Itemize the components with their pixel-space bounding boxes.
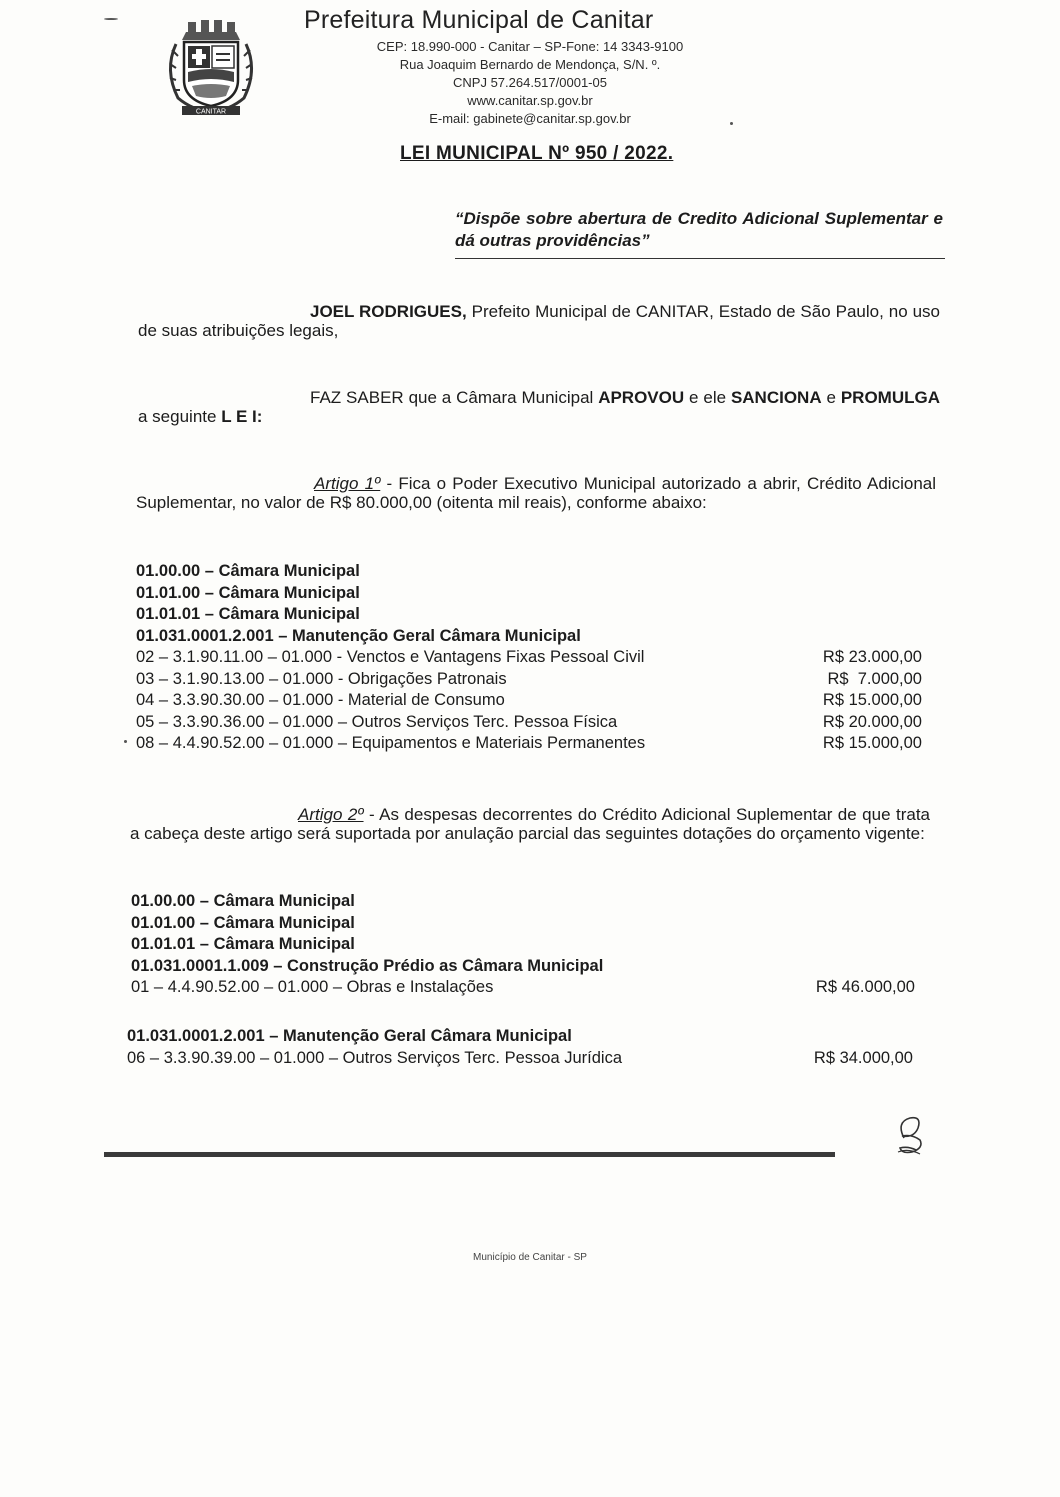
budget-item-desc: 02 – 3.1.90.11.00 – 01.000 - Venctos e Vantagens Fixas Pessoal Civil — [136, 648, 645, 666]
budget-item-desc: 03 – 3.1.90.13.00 – 01.000 - Obrigações Patronais — [136, 669, 507, 688]
budget-item-row — [136, 647, 922, 669]
article-1-text: - Fica o Poder Executivo Municipal autorizado a abrir, Crédito Adicional Suplementar, no valor de R$ 80.000,00 (oitenta mil reais), conforme abaixo: — [136, 474, 937, 512]
footer-divider — [104, 1152, 835, 1157]
budget-item-amount: R$ 23.000,00 — [822, 648, 922, 666]
article-2-paragraph — [130, 805, 930, 843]
sanciona: SANCIONA — [730, 388, 822, 407]
budget-item-amount: R$ 46.000,00 — [815, 978, 915, 996]
budget-item-row — [136, 690, 922, 712]
contact-cnpj: CNPJ 57.264.517/0001-05 — [453, 75, 607, 90]
contact-website: www.canitar.sp.gov.br — [467, 93, 593, 108]
footer-text: Município de Canitar - SP — [473, 1252, 587, 1263]
budget-heading: 01.01.01 – Câmara Municipal — [131, 935, 355, 953]
enactment-paragraph — [138, 388, 940, 426]
contact-address: Rua Joaquim Bernardo de Mendonça, S/N. º. — [399, 57, 661, 72]
budget-item-amount: R$ 20.000,00 — [822, 712, 922, 731]
budget-item-desc: 05 – 3.3.90.36.00 – 01.000 – Outros Serviços Terc. Pessoa Física — [136, 712, 618, 731]
crest-label: CANITAR — [195, 108, 227, 116]
signature-initials — [890, 1112, 930, 1158]
article-1-label: Artigo 1º — [314, 474, 381, 493]
budget-item-row — [127, 1048, 913, 1070]
budget-item-row — [136, 733, 922, 755]
intro-paragraph — [138, 302, 940, 340]
contact-email: E-mail: gabinete@canitar.sp.gov.br — [429, 111, 631, 126]
budget-item-amount: R$ 15.000,00 — [822, 691, 922, 709]
lei: L E I: — [221, 407, 263, 426]
article-2-text: - As despesas decorrentes do Crédito Adicional Suplementar de que trata a cabeça deste artigo será suportada por anulação parcial das seguintes dotações do orçamento vigente: — [130, 805, 930, 843]
article-2-label: Artigo 2º — [298, 805, 364, 824]
budget-heading: 01.031.0001.2.001 – Manutenção Geral Câmara Municipal — [136, 626, 581, 645]
promulga: PROMULGA — [840, 388, 940, 407]
enactment-text-2: e ele — [684, 388, 731, 407]
scan-speck — [730, 122, 733, 125]
summary-divider — [455, 258, 945, 259]
budget-item-amount: R$ 7.000,00 — [827, 669, 922, 688]
enactment-text-1: que a Câmara Municipal — [403, 388, 599, 407]
article-1-budget-list — [136, 561, 922, 755]
institution-contact — [330, 38, 730, 128]
budget-item-row — [136, 669, 922, 691]
contact-cep-phone: CEP: 18.990-000 - Canitar – SP-Fone: 14 3343-9100 — [376, 39, 684, 54]
budget-item-amount: R$ 15.000,00 — [822, 734, 922, 752]
budget-heading: 01.00.00 – Câmara Municipal — [136, 562, 360, 580]
article-1-paragraph — [136, 474, 936, 512]
scan-speck — [104, 18, 118, 20]
law-summary: “Dispõe sobre abertura de Credito Adicional Suplementar e dá outras providências” — [455, 209, 943, 250]
budget-heading: 01.00.00 – Câmara Municipal — [131, 892, 355, 910]
institution-title: Prefeitura Municipal de Canitar — [304, 6, 654, 34]
budget-item-desc: 06 – 3.3.90.39.00 – 01.000 – Outros Serviços Terc. Pessoa Jurídica — [127, 1048, 622, 1067]
budget-item-amount: R$ 34.000,00 — [813, 1048, 913, 1067]
budget-heading: 01.01.00 – Câmara Municipal — [131, 913, 355, 932]
intro-text: Prefeito Municipal de CANITAR, Estado de São Paulo, no uso de suas atribuições legais, — [138, 302, 940, 340]
faz-saber: FAZ SABER — [310, 388, 404, 407]
article-2-budget-list-2 — [127, 1026, 913, 1069]
article-2-budget-list — [131, 891, 915, 999]
scan-speck — [124, 740, 127, 743]
enactment-text-4: a seguinte — [138, 407, 222, 426]
budget-item-desc: 01 – 4.4.90.52.00 – 01.000 – Obras e Instalações — [131, 978, 494, 996]
budget-heading: 01.01.01 – Câmara Municipal — [136, 605, 360, 623]
budget-item-row — [136, 712, 922, 734]
enactment-text-3: e — [821, 388, 841, 407]
law-title: LEI MUNICIPAL Nº 950 / 2022. — [400, 143, 674, 164]
budget-heading: 01.031.0001.2.001 – Manutenção Geral Câmara Municipal — [127, 1027, 572, 1045]
budget-heading: 01.01.00 – Câmara Municipal — [136, 583, 360, 602]
budget-item-desc: 04 – 3.3.90.30.00 – 01.000 - Material de Consumo — [136, 691, 505, 709]
budget-heading: 01.031.0001.1.009 – Construção Prédio as Câmara Municipal — [131, 956, 604, 975]
budget-item-row — [131, 977, 915, 999]
municipal-crest-icon — [156, 10, 266, 120]
aprovou: APROVOU — [598, 388, 685, 407]
mayor-name: JOEL RODRIGUES, — [310, 302, 467, 321]
budget-item-desc: 08 – 4.4.90.52.00 – 01.000 – Equipamentos e Materiais Permanentes — [136, 734, 646, 752]
